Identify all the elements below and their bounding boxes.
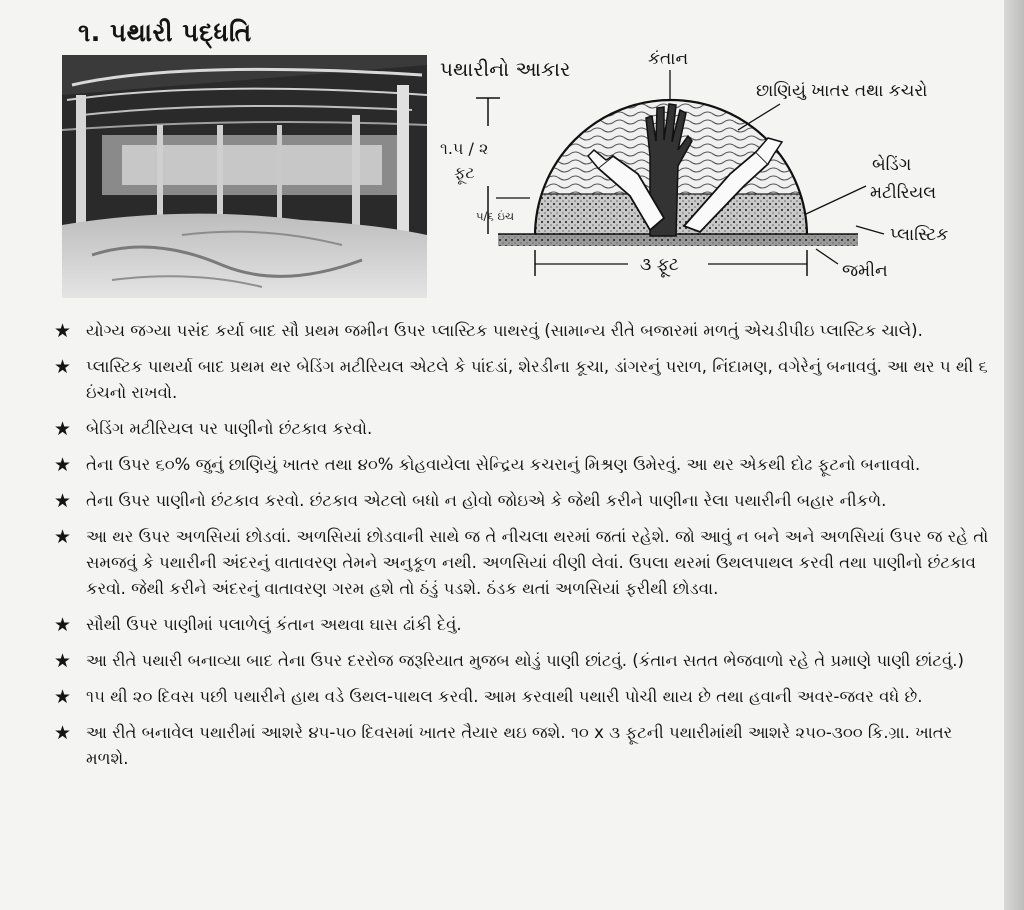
star-bullet-icon: ★ [54,454,72,476]
star-bullet-icon: ★ [54,490,72,512]
star-bullet-icon: ★ [54,650,72,672]
list-item [40,648,990,674]
label-height-value: ૧.૫ / ૨ [440,139,489,158]
star-bullet-icon: ★ [54,722,72,744]
list-item-text: આ રીતે પથારી બનાવ્યા બાદ તેના ઉપર દરરોજ જરૂરિયાત મુજબ થોડું પાણી છાંટવું. (કંતાન સતત ભેજવાળો રહે તે પ્રમાણે પાણી છાંટવું.) [86,651,964,670]
label-bedding-1: બેડિંગ [872,155,912,175]
page-title: ૧. પથારી પદ્ધતિ [78,18,252,47]
star-bullet-icon: ★ [54,418,72,440]
list-item-text: તેના ઉપર ૬૦% જુનું છાણિયું ખાતર તથા ૪૦% કોહવાયેલા સેન્દ્રિય કચરાનું મિશ્રણ ઉમેરવું. આ થર એકથી દોઢ ફૂટનો બનાવવો. [86,455,921,474]
label-plastic: પ્લાસ્ટિક [890,225,949,245]
list-item-text: તેના ઉપર પાણીનો છંટકાવ કરવો. છંટકાવ એટલો બધો ન હોવો જોઇએ કે જેથી કરીને પાણીના રેલા પથારીની બહાર નીકળે. [86,491,887,510]
list-item [40,720,990,772]
page-edge [1004,0,1024,910]
compost-shed-photo [62,55,427,298]
list-item-text: આ રીતે બનાવેલ પથારીમાં આશરે ૪૫-૫૦ દિવસમાં ખાતર તૈયાર થઇ જશે. ૧૦ x ૩ ફૂટની પથારીમાંથી આશરે ૨૫૦-૩૦૦ કિ.ગ્રા. ખાતર મળશે. [86,723,953,768]
bed-shape-diagram [438,46,978,306]
list-item [40,488,990,514]
label-cover: કંતાન [648,49,689,69]
list-item [40,416,990,442]
list-item [40,452,990,478]
label-compost: છાણિયું ખાતર તથા કચરો [756,81,928,101]
list-item [40,684,990,710]
star-bullet-icon: ★ [54,320,72,342]
compost-shed-photo-drawing [62,55,427,298]
list-item-text: આ થર ઉપર અળસિયાં છોડવાં. અળસિયાં છોડવાની સાથે જ તે નીચલા થરમાં જતાં રહેશે. જો આવું ન બને અને અળસિયાં ઉપર જ રહે તો સમજવું કે પથારીની અંદરનું વાતાવરણ તેમને અનુકૂળ નથી. અળસિયાં વીણી લેવાં. ઉપલા થરમાં ઉથલપાથલ કરવી તથા પાણીનો છંટકાવ કરવો. જેથી કરીને અંદરનું વાતાવરણ ગરમ હશે તો ઠંડું પડશે. ઠંડક થતાં અળસિયાં ફરીથી છોડવા. [86,527,989,598]
list-item [40,612,990,638]
label-bedding-depth: ૫/૬ ઇંચ [476,209,515,223]
list-item-text: સૌથી ઉપર પાણીમાં પલાળેલું કંતાન અથવા ઘાસ ઢાંકી દેવું. [86,615,462,634]
list-item [40,524,990,602]
star-bullet-icon: ★ [54,686,72,708]
star-bullet-icon: ★ [54,526,72,548]
list-item-text: ૧૫ થી ૨૦ દિવસ પછી પથારીને હાથ વડે ઉથલ-પાથલ કરવી. આમ કરવાથી પથારી પોચી થાય છે તથા હવાની અવર-જવર વધે છે. [86,687,923,706]
label-width: ૩ ફૂટ [640,255,679,275]
diagram-heading: પથારીનો આકાર [440,57,571,81]
label-bedding-2: મટીરિયલ [870,183,937,203]
list-item-text: યોગ્ય જગ્યા પસંદ કર્યા બાદ સૌ પ્રથમ જમીન ઉપર પ્લાસ્ટિક પાથરવું (સામાન્ય રીતે બજારમાં મળતું એચડીપીઇ પ્લાસ્ટિક ચાલે). [86,321,923,340]
label-height-unit: ફૂટ [454,163,475,182]
list-item [40,354,990,406]
list-item-text: પ્લાસ્ટિક પાથર્યા બાદ પ્રથમ થર બેડિંગ મટીરિયલ એટલે કે પાંદડાં, શેરડીના કૂચા, ડાંગરનું પરાળ, નિંદામણ, વગેરેનું બનાવવું. આ થર ૫ થી ૬ ઇંચનો રાખવો. [86,357,988,402]
instruction-list [40,318,990,782]
label-ground: જમીન [842,261,888,281]
star-bullet-icon: ★ [54,356,72,378]
list-item [40,318,990,344]
list-item-text: બેડિંગ મટીરિયલ પર પાણીનો છંટકાવ કરવો. [86,419,373,438]
star-bullet-icon: ★ [54,614,72,636]
